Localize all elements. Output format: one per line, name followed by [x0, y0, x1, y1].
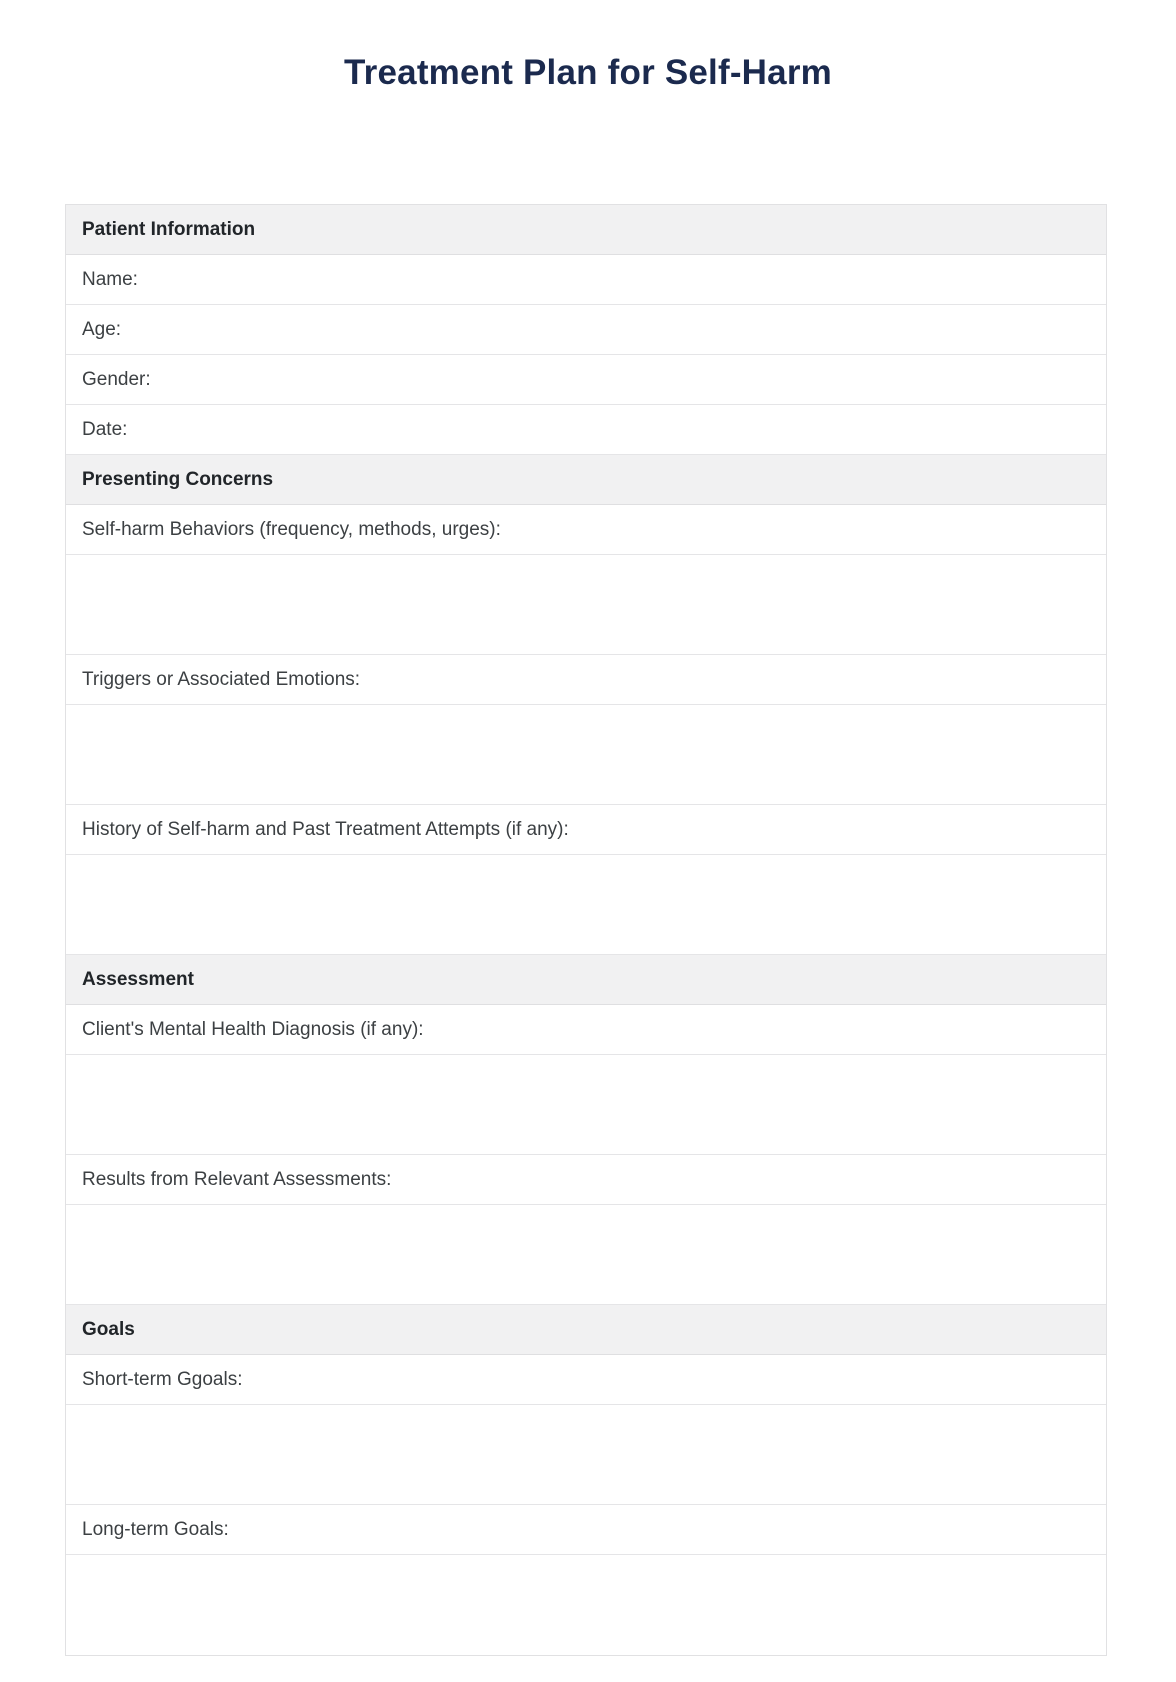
field-label-row-triggers-emotions [66, 655, 1106, 705]
field-row-age[interactable] [66, 305, 1106, 355]
write-in-area-history-self-harm[interactable] [66, 855, 1106, 955]
section-header-patient-information [66, 205, 1106, 255]
field-label-self-harm-behaviors: Self-harm Behaviors (frequency, methods, urges): [82, 518, 501, 540]
field-label-row-short-term-goals [66, 1355, 1106, 1405]
field-label-triggers-emotions: Triggers or Associated Emotions: [82, 668, 361, 690]
field-label-name: Name: [82, 268, 138, 290]
field-label-row-mental-health-diagnosis [66, 1005, 1106, 1055]
field-label-age: Age: [82, 318, 122, 340]
field-label-mental-health-diagnosis: Client's Mental Health Diagnosis (if any): [82, 1018, 424, 1040]
field-label-row-self-harm-behaviors [66, 505, 1106, 555]
field-label-history-self-harm: History of Self-harm and Past Treatment Attempts (if any): [82, 818, 569, 840]
section-header-presenting-concerns [66, 455, 1106, 505]
write-in-area-self-harm-behaviors[interactable] [66, 555, 1106, 655]
section-header-goals [66, 1305, 1106, 1355]
field-label-date: Date: [82, 418, 128, 440]
field-label-row-long-term-goals [66, 1505, 1106, 1555]
page-title: Treatment Plan for Self-Harm [344, 53, 832, 92]
treatment-plan-form [65, 204, 1107, 1656]
field-row-name[interactable] [66, 255, 1106, 305]
field-row-date[interactable] [66, 405, 1106, 455]
field-row-gender[interactable] [66, 355, 1106, 405]
write-in-area-long-term-goals[interactable] [66, 1555, 1106, 1655]
field-label-short-term-goals: Short-term Ggoals: [82, 1368, 243, 1390]
field-label-gender: Gender: [82, 368, 151, 390]
write-in-area-short-term-goals[interactable] [66, 1405, 1106, 1505]
section-title: Assessment [82, 968, 194, 990]
field-label-long-term-goals: Long-term Goals: [82, 1518, 229, 1540]
section-header-assessment [66, 955, 1106, 1005]
write-in-area-mental-health-diagnosis[interactable] [66, 1055, 1106, 1155]
field-label-row-history-self-harm [66, 805, 1106, 855]
write-in-area-assessment-results[interactable] [66, 1205, 1106, 1305]
section-title: Presenting Concerns [82, 468, 274, 490]
field-label-row-assessment-results [66, 1155, 1106, 1205]
section-title: Goals [82, 1318, 135, 1340]
field-label-assessment-results: Results from Relevant Assessments: [82, 1168, 392, 1190]
section-title: Patient Information [82, 218, 256, 240]
write-in-area-triggers-emotions[interactable] [66, 705, 1106, 805]
